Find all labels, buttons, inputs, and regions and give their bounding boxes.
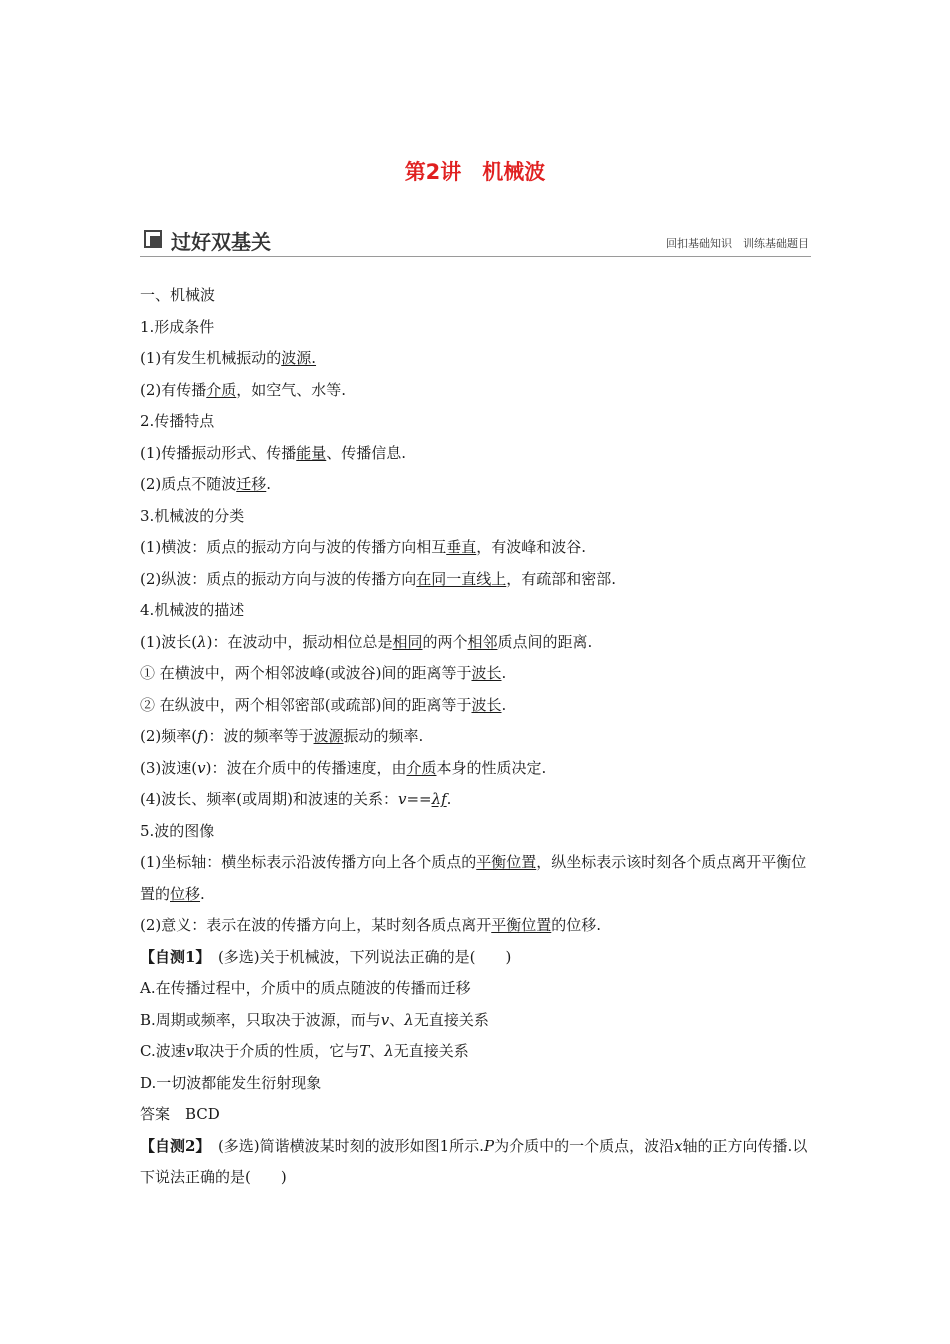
text-run: . xyxy=(446,790,452,808)
text-run: 本身的性质决定. xyxy=(436,758,547,777)
math-symbol: v xyxy=(397,790,407,808)
text-line xyxy=(140,469,812,501)
text-line xyxy=(140,658,812,690)
text-run: ，如空气、水等. xyxy=(236,380,347,399)
text-line xyxy=(140,1099,812,1131)
text-run: 5.波的图像 xyxy=(140,821,215,840)
text-run: (1)坐标轴：横坐标表示沿波传播方向上各个质点的 xyxy=(140,853,477,871)
text-line xyxy=(140,784,812,816)
text-line xyxy=(140,816,812,848)
answer-blank: 平衡位置 xyxy=(476,853,537,871)
text-run: (1)传播振动形式、传播 xyxy=(140,443,297,462)
answer-blank: 相邻 xyxy=(467,632,498,651)
text-line xyxy=(140,1131,812,1194)
text-line xyxy=(140,501,812,533)
text-line xyxy=(140,595,812,627)
text-line xyxy=(140,280,812,312)
text-run: 、 xyxy=(389,1010,405,1029)
section-tagline: 回扣基础知识 训练基础题目 xyxy=(666,237,809,250)
text-run: ① 在横波中，两个相邻波峰(或波谷)间的距离等于 xyxy=(140,664,472,682)
answer-blank: 波长 xyxy=(471,664,502,682)
text-line xyxy=(140,910,812,942)
text-run: 一、机械波 xyxy=(140,286,216,304)
text-run: 3.机械波的分类 xyxy=(140,506,245,525)
answer-blank: 迁移 xyxy=(236,475,267,493)
math-symbol: P xyxy=(483,1136,495,1155)
text-run: 、传播信息. xyxy=(326,443,407,462)
text-run: C.波速 xyxy=(140,1042,186,1060)
text-run: (1)横波：质点的振动方向与波的传播方向相互 xyxy=(140,538,447,556)
text-run: 取决于介质的性质，它与 xyxy=(194,1042,360,1060)
answer-blank: 平衡位置 xyxy=(491,916,552,934)
text-run: )：在波动中，振动相位总是 xyxy=(206,632,393,651)
text-run: )：波的频率等于 xyxy=(202,727,314,745)
math-symbol: λ xyxy=(197,632,207,651)
text-line xyxy=(140,1005,812,1037)
text-run: )：波在介质中的传播速度，由 xyxy=(205,758,407,777)
math-symbol: v xyxy=(185,1042,195,1060)
answer-blank: 垂直 xyxy=(446,538,477,556)
text-run: ，纵坐标表示该时刻各个质点离开平衡位置的 xyxy=(140,853,807,903)
text-run: ② 在纵波中，两个相邻密部(或疏部)间的距离等于 xyxy=(140,695,472,714)
answer-blank: λf xyxy=(431,790,447,808)
page-title: 第2讲 机械波 xyxy=(404,160,546,184)
math-symbol: f xyxy=(197,727,203,745)
text-line xyxy=(140,532,812,564)
answer-blank: 位移 xyxy=(170,884,201,903)
answer-blank: 在同一直线上 xyxy=(416,569,507,588)
text-run: 无直接关系 xyxy=(413,1010,489,1029)
text-line xyxy=(140,438,812,470)
text-run: (2)意义：表示在波的传播方向上，某时刻各质点离开 xyxy=(140,916,492,934)
text-line xyxy=(140,973,812,1005)
math-symbol: v xyxy=(197,758,206,777)
text-run: 、 xyxy=(369,1042,385,1060)
answer-blank: 波源 xyxy=(313,727,344,745)
text-run: . xyxy=(501,695,507,714)
text-line xyxy=(140,627,812,659)
text-run: (3)波速( xyxy=(140,758,198,777)
section-title: 过好双基关 xyxy=(171,230,271,254)
section-header xyxy=(140,226,811,257)
text-run: 2.传播特点 xyxy=(140,412,215,430)
text-run: 为介质中的一个质点，波沿 xyxy=(494,1136,675,1155)
document-body xyxy=(140,280,812,1194)
text-run: 振动的频率. xyxy=(343,727,424,745)
text-line xyxy=(140,312,812,344)
answer-blank: 能量 xyxy=(296,443,327,462)
math-symbol: T xyxy=(359,1042,370,1060)
text-line xyxy=(140,942,812,974)
text-line xyxy=(140,753,812,785)
answer-blank: 介质 xyxy=(406,758,437,777)
answer-blank: 波长 xyxy=(471,695,502,714)
answer-blank: 波源. xyxy=(281,349,317,367)
math-symbol: x xyxy=(674,1136,683,1155)
text-run: (多选)关于机械波，下列说法正确的是( ) xyxy=(202,947,512,966)
text-run: ，有疏部和密部. xyxy=(506,569,617,588)
text-run: 的位移. xyxy=(551,916,602,934)
text-run: (2)质点不随波 xyxy=(140,475,237,493)
text-line xyxy=(140,406,812,438)
text-line xyxy=(140,375,812,407)
answer-blank: 介质 xyxy=(206,380,237,399)
section-square-icon xyxy=(144,230,162,248)
text-run: 【自测1】 xyxy=(140,947,203,966)
text-line xyxy=(140,721,812,753)
text-line xyxy=(140,1036,812,1068)
text-run: ，有波峰和波谷. xyxy=(476,538,587,556)
text-run: . xyxy=(501,664,507,682)
math-symbol: v xyxy=(380,1010,390,1029)
text-run: 1.形成条件 xyxy=(140,317,215,336)
answer-blank: 相同 xyxy=(392,632,423,651)
text-run: D.一切波都能发生衍射现象 xyxy=(140,1073,322,1092)
text-line xyxy=(140,690,812,722)
text-run: (2)频率( xyxy=(140,727,198,745)
text-run: (2)纵波：质点的振动方向与波的传播方向 xyxy=(140,569,417,588)
text-run: . xyxy=(266,475,272,493)
text-run: 【自测2】 xyxy=(140,1136,203,1155)
text-run: (2)有传播 xyxy=(140,380,207,399)
text-run: 无直接关系 xyxy=(393,1042,469,1060)
text-run: (多选)简谐横波某时刻的波形如图1所示. xyxy=(202,1136,484,1155)
math-symbol: λ xyxy=(384,1042,394,1060)
text-run: B.周期或频率，只取决于波源，而与 xyxy=(140,1010,381,1029)
text-line xyxy=(140,564,812,596)
text-line xyxy=(140,1068,812,1100)
text-run: == xyxy=(406,790,432,808)
text-run: (1)有发生机械振动的 xyxy=(140,349,282,367)
text-run: 答案 BCD xyxy=(140,1105,220,1123)
text-line xyxy=(140,343,812,375)
text-run: (4)波长、频率(或周期)和波速的关系： xyxy=(140,790,398,808)
math-symbol: λ xyxy=(404,1010,414,1029)
text-run: 轴的正方向传播.以下说法正确的是( ) xyxy=(140,1136,808,1186)
text-run: . xyxy=(200,884,205,903)
text-line xyxy=(140,847,812,910)
text-run: 4.机械波的描述 xyxy=(140,601,245,619)
text-run: 的两个 xyxy=(422,632,468,651)
text-run: A.在传播过程中，介质中的质点随波的传播而迁移 xyxy=(140,979,471,997)
text-run: (1)波长( xyxy=(140,632,198,651)
text-run: 质点间的距离. xyxy=(497,632,593,651)
